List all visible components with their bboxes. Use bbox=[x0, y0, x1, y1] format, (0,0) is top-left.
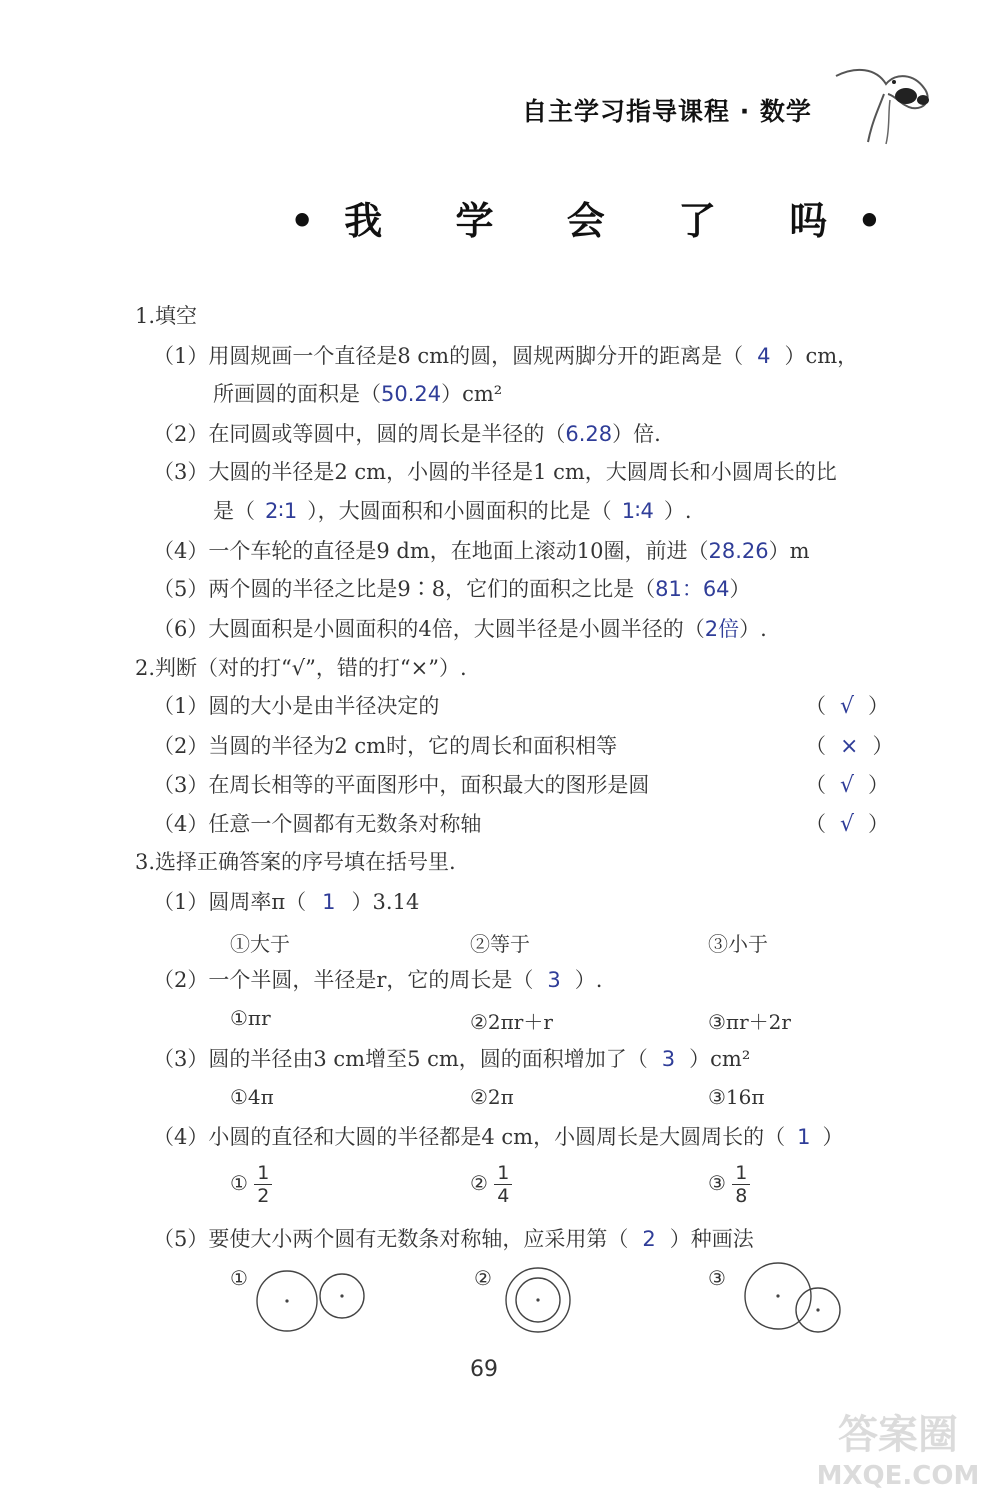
s3-question-4 bbox=[153, 1123, 843, 1151]
watermark-line-1: 答案圈 bbox=[838, 1412, 958, 1458]
intersecting-circles-figure bbox=[740, 1260, 850, 1340]
s3-q4-option-3-label: ③ bbox=[708, 1171, 726, 1195]
watermark-line-2: MXQE.COM bbox=[816, 1461, 980, 1491]
s1-question-1 bbox=[153, 342, 858, 370]
s3-question-3 bbox=[153, 1045, 750, 1073]
s2-statement-3: （3）在周长相等的平面图形中，面积最大的图形是圆 bbox=[153, 773, 650, 797]
s1-question-6 bbox=[153, 615, 767, 643]
fraction-denominator: 8 bbox=[735, 1185, 748, 1207]
s1-q1-text: （1）用圆规画一个直径是8 cm的圆，圆规两脚分开的距离是（ bbox=[153, 344, 744, 368]
s2-answer-1: √ bbox=[840, 694, 855, 719]
s1-q4-text: （4）一个车轮的直径是9 dm，在地面上滚动10圈，前进（ bbox=[153, 539, 709, 563]
s3-q3-answer: 3 bbox=[661, 1047, 676, 1071]
s3-q2-option-2: ②2πr＋r bbox=[470, 1010, 553, 1034]
s2-answer-bracket-3: （ √ ） bbox=[805, 773, 890, 798]
s3-q4-answer: 1 bbox=[797, 1125, 811, 1149]
s3-question-5 bbox=[153, 1225, 754, 1253]
s1-q1-text-2: 所画圆的面积是（ bbox=[213, 382, 381, 406]
s2-answer-4: √ bbox=[840, 812, 855, 837]
s3-q2-option-1: ①πr bbox=[230, 1006, 271, 1030]
concentric-circles-figure bbox=[500, 1264, 580, 1336]
s3-q3-option-3: ③16π bbox=[708, 1085, 765, 1109]
fraction-numerator: 1 bbox=[254, 1162, 272, 1185]
s1-q3-text-2: ），大圆面积和小圆面积的比是（ bbox=[307, 499, 612, 523]
s1-q2-tail: ）倍. bbox=[612, 422, 661, 446]
s1-question-3: （3）大圆的半径是2 cm，小圆的半径是1 cm，大圆周长和小圆周长的比 bbox=[153, 460, 837, 484]
fraction-numerator: 1 bbox=[732, 1162, 750, 1185]
s2-answer-2: × bbox=[840, 734, 859, 759]
fraction-denominator: 4 bbox=[497, 1185, 510, 1207]
s2-statement-1: （1）圆的大小是由半径决定的 bbox=[153, 694, 440, 718]
s1-question-1-cont bbox=[213, 380, 502, 408]
s2-answer-bracket-4: （ √ ） bbox=[805, 812, 890, 837]
s3-q2-tail: ）. bbox=[574, 968, 603, 992]
s3-q3-option-1: ①4π bbox=[230, 1085, 274, 1109]
s1-q6-answer: 2倍 bbox=[704, 617, 740, 641]
s3-q4-option-3-fraction bbox=[732, 1162, 750, 1207]
s3-q5-option-2-label: ② bbox=[474, 1266, 492, 1290]
s1-question-4 bbox=[153, 537, 810, 565]
section-2-heading: 2.判断（对的打“√”，错的打“×”）. bbox=[135, 656, 467, 680]
s1-q6-tail: ）. bbox=[739, 617, 767, 641]
s1-question-2 bbox=[153, 420, 661, 448]
s3-q3-unit: ）cm² bbox=[689, 1047, 751, 1071]
s3-q4-option-3 bbox=[708, 1162, 750, 1207]
s1-q3-tail: ）. bbox=[663, 499, 692, 523]
s3-q1-tail: ）3.14 bbox=[351, 890, 420, 914]
s3-question-1 bbox=[153, 888, 419, 916]
s3-q5-answer: 2 bbox=[642, 1227, 656, 1251]
s3-q4-option-2 bbox=[470, 1162, 512, 1207]
s3-q1-option-1: ①大于 bbox=[230, 932, 290, 956]
s1-q1-answer-1: 4 bbox=[757, 344, 771, 368]
s1-q1-unit-2: ）cm² bbox=[441, 382, 503, 406]
s3-q4-option-2-fraction bbox=[494, 1162, 512, 1207]
s3-q1-option-3: ③小于 bbox=[708, 932, 768, 956]
s1-q5-text: （5）两个圆的半径之比是9∶8，它们的面积之比是（ bbox=[153, 577, 656, 601]
fraction-denominator: 2 bbox=[257, 1185, 270, 1207]
s3-q1-answer: 1 bbox=[322, 890, 336, 914]
watermark-logo bbox=[808, 1400, 988, 1495]
s1-q3-answer-1: 2∶1 bbox=[265, 499, 298, 523]
s3-q4-text: （4）小圆的直径和大圆的半径都是4 cm，小圆周长是大圆周长的（ bbox=[153, 1125, 786, 1149]
s3-q5-option-3-label: ③ bbox=[708, 1266, 726, 1290]
s3-q2-answer: 3 bbox=[547, 968, 561, 992]
s2-statement-2: （2）当圆的半径为2 cm时，它的周长和面积相等 bbox=[153, 734, 618, 758]
s3-q2-option-3: ③πr＋2r bbox=[708, 1010, 791, 1034]
s3-q4-option-1-fraction bbox=[254, 1162, 272, 1207]
s1-q3-text: 是（ bbox=[213, 499, 255, 523]
s1-question-5 bbox=[153, 575, 751, 603]
s3-q4-option-2-label: ② bbox=[470, 1171, 488, 1195]
two-separate-circles-figure bbox=[252, 1266, 372, 1336]
s3-q1-option-2: ②等于 bbox=[470, 932, 530, 956]
book-title: 自主学习指导课程 · 数学 bbox=[522, 97, 812, 126]
section-1-heading: 1.填空 bbox=[135, 304, 198, 328]
s1-q2-answer: 6.28 bbox=[565, 422, 613, 446]
s3-q5-option-1-label: ① bbox=[230, 1266, 248, 1290]
s3-q3-option-2: ②2π bbox=[470, 1085, 514, 1109]
s3-q4-option-1-label: ① bbox=[230, 1171, 248, 1195]
section-title: •我 学 会 了 吗• bbox=[290, 198, 912, 243]
s2-statement-4: （4）任意一个圆都有无数条对称轴 bbox=[153, 812, 482, 836]
s1-q3-answer-2: 1∶4 bbox=[621, 499, 654, 523]
s1-q1-answer-2: 50.24 bbox=[381, 382, 442, 406]
s1-q4-unit: ）m bbox=[768, 539, 810, 563]
s3-question-2 bbox=[153, 966, 602, 994]
s1-q4-answer: 28.26 bbox=[708, 539, 769, 563]
s3-q2-text: （2）一个半圆，半径是r，它的周长是（ bbox=[153, 968, 534, 992]
s1-q5-tail: ） bbox=[729, 577, 751, 601]
s3-q3-text: （3）圆的半径由3 cm增至5 cm，圆的面积增加了（ bbox=[153, 1047, 648, 1071]
bird-decoration-icon bbox=[828, 58, 938, 153]
fraction-numerator: 1 bbox=[494, 1162, 512, 1185]
section-3-heading: 3.选择正确答案的序号填在括号里. bbox=[135, 850, 456, 874]
s1-q6-text: （6）大圆面积是小圆面积的4倍，大圆半径是小圆半径的（ bbox=[153, 617, 705, 641]
s1-q2-text: （2）在同圆或等圆中，圆的周长是半径的（ bbox=[153, 422, 566, 446]
s2-answer-bracket-2: （ × ） bbox=[805, 734, 894, 759]
s2-answer-3: √ bbox=[840, 773, 855, 798]
s3-q4-option-1 bbox=[230, 1162, 272, 1207]
s3-q5-text: （5）要使大小两个圆有无数条对称轴，应采用第（ bbox=[153, 1227, 629, 1251]
s3-q5-tail: ）种画法 bbox=[669, 1227, 754, 1251]
s3-q4-tail: ） bbox=[822, 1125, 844, 1149]
s1-q5-answer: 81：64 bbox=[655, 577, 730, 601]
page-number: 69 bbox=[470, 1357, 498, 1382]
s1-q1-unit: ）cm， bbox=[784, 344, 859, 368]
s3-q1-text: （1）圆周率π（ bbox=[153, 890, 307, 914]
s1-question-3-cont bbox=[213, 497, 692, 525]
s2-answer-bracket-1: （ √ ） bbox=[805, 694, 890, 719]
